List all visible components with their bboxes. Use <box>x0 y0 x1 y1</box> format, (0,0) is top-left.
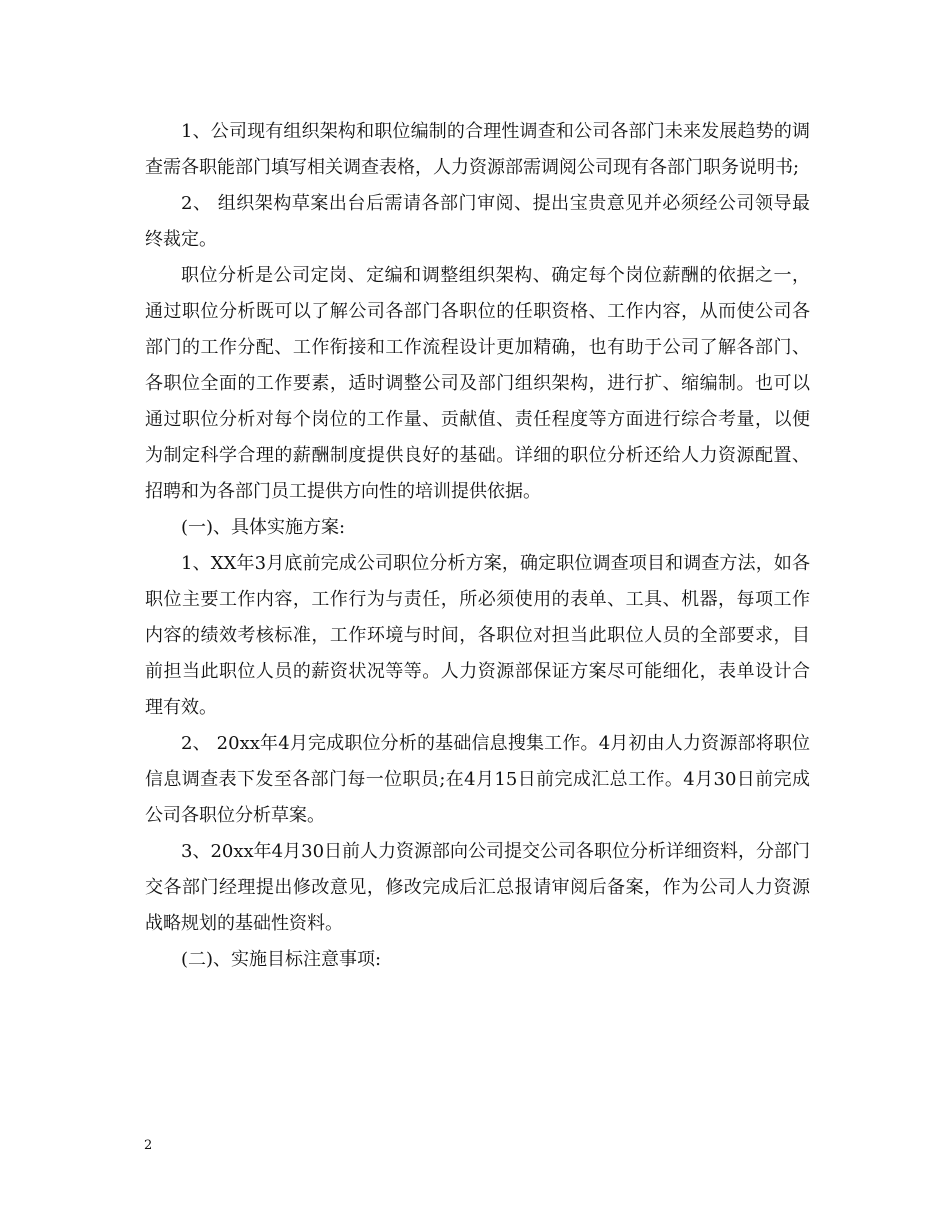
paragraph-6: 3、20xx年4月30日前人力资源部向公司提交公司各职位分析详细资料，分部门交各部门经理提出修改意见，修改完成后汇总报请审阅后备案，作为公司人力资源战略规划的基础性资料。 <box>145 841 811 934</box>
paragraph-2: 2、 组织架构草案出台后需请各部门审阅、提出宝贵意见并必须经公司领导最终裁定。 <box>145 193 810 250</box>
paragraph-1: 1、公司现有组织架构和职位编制的合理性调查和公司各部门未来发展趋势的调查需各职能部门填写相关调查表格，人力资源部需调阅公司现有各部门职务说明书; <box>145 121 810 178</box>
document-body <box>145 114 810 978</box>
paragraph-5: 2、 20xx年4月完成职位分析的基础信息搜集工作。4月初由人力资源部将职位信息调查表下发至各部门每一位职员;在4月15日前完成汇总工作。4月30日前完成公司各职位分析草案。 <box>145 733 810 826</box>
paragraph-4: 1、XX年3月底前完成公司职位分析方案，确定职位调查项目和调查方法，如各职位主要工作内容，工作行为与责任，所必须使用的表单、工具、机器，每项工作内容的绩效考核标准，工作环境与时间，各职位对担当此职位人员的全部要求，目前担当此职位人员的薪资状况等等。人力资源部保证方案尽可能细化，表单设计合理有效。 <box>145 553 810 718</box>
section-heading-1: (一)、具体实施方案: <box>181 517 346 538</box>
paragraph-3: 职位分析是公司定岗、定编和调整组织架构、确定每个岗位薪酬的依据之一，通过职位分析既可以了解公司各部门各职位的任职资格、工作内容，从而使公司各部门的工作分配、工作衔接和工作流程设计更加精确，也有助于公司了解各部门、各职位全面的工作要素，适时调整公司及部门组织架构，进行扩、缩编制。也可以通过职位分析对每个岗位的工作量、贡献值、责任程度等方面进行综合考量，以便为制定科学合理的薪酬制度提供良好的基础。详细的职位分析还给人力资源配置、招聘和为各部门员工提供方向性的培训提供依据。 <box>145 265 810 502</box>
page-number: 2 <box>144 1138 153 1153</box>
section-heading-2: (二)、实施目标注意事项: <box>181 949 382 970</box>
